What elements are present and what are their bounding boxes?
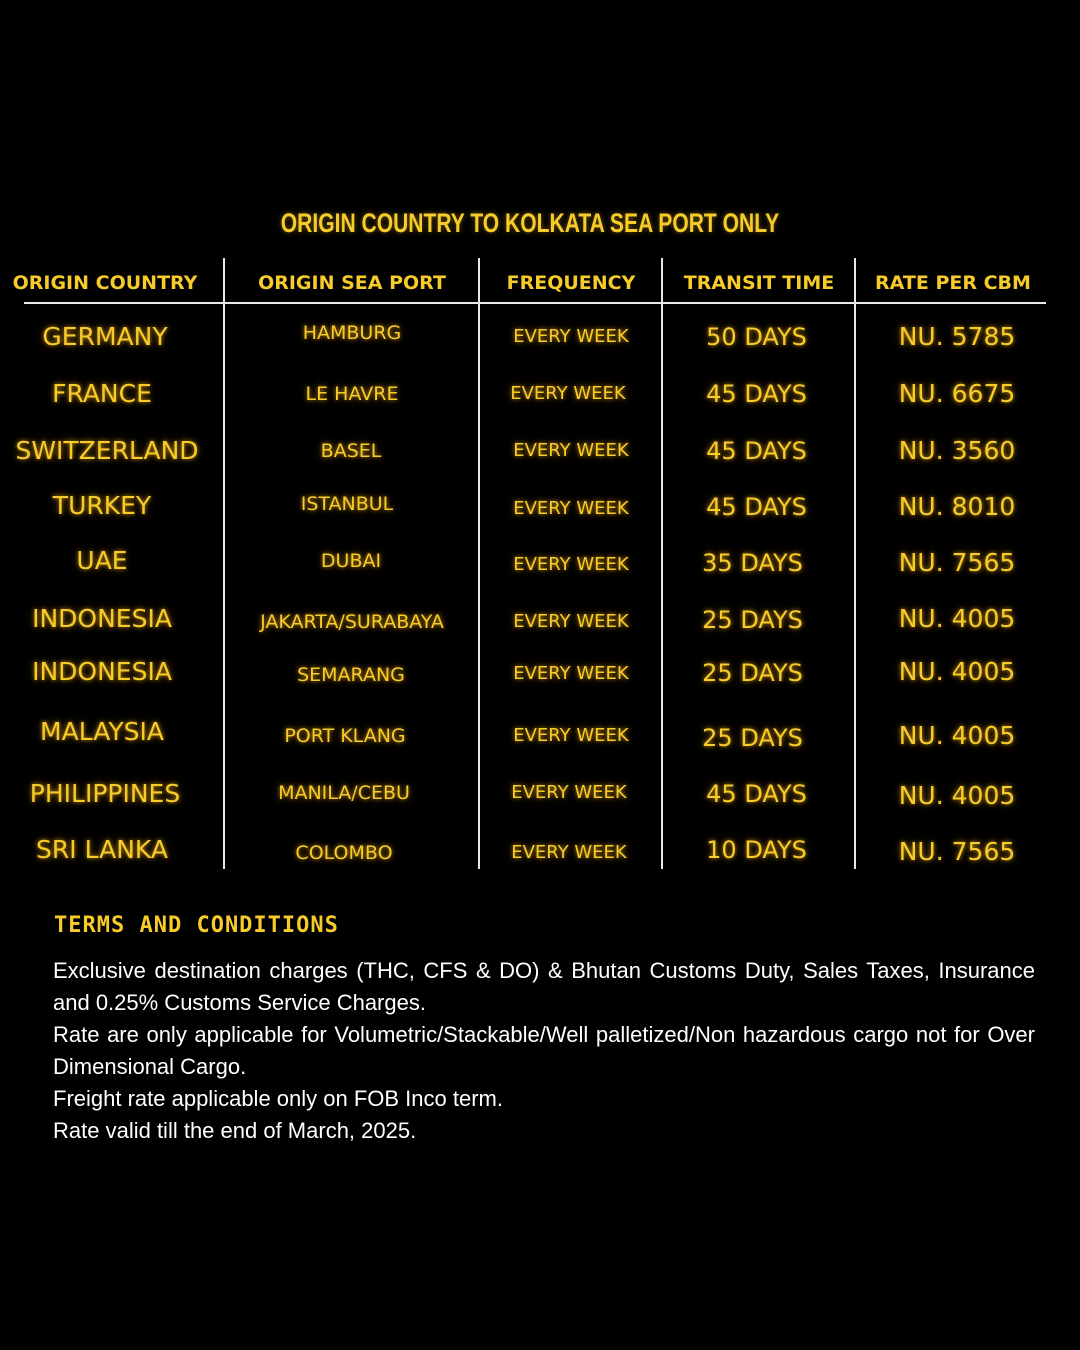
table-row — [0, 486, 1080, 526]
table-row — [0, 541, 1080, 581]
transit-time-cell: 25 DAYS — [702, 606, 803, 634]
frequency-cell: EVERY WEEK — [513, 440, 629, 461]
origin-country-cell: MALAYSIA — [40, 717, 164, 746]
origin-port-cell: DUBAI — [320, 550, 382, 572]
origin-country-cell: UAE — [76, 546, 128, 575]
transit-time-cell: 10 DAYS — [706, 836, 807, 864]
frequency-cell: EVERY WEEK — [513, 326, 629, 347]
page-title: ORIGIN COUNTRY TO KOLKATA SEA PORT ONLY — [280, 208, 780, 238]
frequency-cell: EVERY WEEK — [513, 725, 629, 746]
origin-port-cell: HAMBURG — [302, 322, 402, 344]
frequency-cell: EVERY WEEK — [511, 842, 627, 863]
frequency-cell: EVERY WEEK — [513, 554, 629, 575]
origin-country-cell: SWITZERLAND — [15, 436, 199, 465]
frequency-cell: EVERY WEEK — [513, 498, 629, 519]
frequency-cell: EVERY WEEK — [511, 782, 627, 803]
rate-cell: NU. 4005 — [898, 721, 1016, 750]
table-row — [0, 774, 1080, 814]
table-row — [0, 652, 1080, 692]
origin-port-cell: PORT KLANG — [284, 725, 406, 747]
transit-time-cell: 25 DAYS — [702, 659, 803, 687]
table-row — [0, 374, 1080, 414]
table-row — [0, 431, 1080, 471]
column-header-frequency: FREQUENCY — [506, 272, 636, 294]
origin-country-cell: INDONESIA — [32, 604, 172, 633]
rate-cell: NU. 5785 — [898, 322, 1016, 351]
frequency-cell: EVERY WEEK — [513, 663, 629, 684]
transit-time-cell: 45 DAYS — [706, 380, 807, 408]
origin-country-cell: FRANCE — [52, 379, 152, 408]
transit-time-cell: 45 DAYS — [706, 780, 807, 808]
transit-time-cell: 35 DAYS — [702, 549, 803, 577]
header-divider — [24, 302, 1046, 304]
frequency-cell: EVERY WEEK — [510, 383, 626, 404]
terms-line: Rate valid till the end of March, 2025. — [53, 1118, 417, 1143]
rate-cell: NU. 4005 — [898, 604, 1016, 633]
origin-country-cell: PHILIPPINES — [29, 779, 181, 808]
transit-time-cell: 50 DAYS — [706, 323, 807, 351]
rate-cell: NU. 6675 — [898, 379, 1016, 408]
rate-cell: NU. 4005 — [898, 657, 1016, 686]
rate-cell: NU. 7565 — [898, 837, 1016, 866]
column-header-origin-sea-port: ORIGIN SEA PORT — [258, 272, 446, 294]
transit-time-cell: 45 DAYS — [706, 493, 807, 521]
column-header-transit-time: TRANSIT TIME — [683, 272, 835, 294]
rate-cell: NU. 3560 — [898, 436, 1016, 465]
origin-port-cell: SEMARANG — [297, 664, 405, 686]
transit-time-cell: 45 DAYS — [706, 437, 807, 465]
table-header — [0, 268, 1080, 298]
origin-country-cell: TURKEY — [52, 491, 152, 520]
transit-time-cell: 25 DAYS — [702, 724, 803, 752]
origin-port-cell: JAKARTA/SURABAYA — [260, 611, 444, 633]
rate-cell: NU. 7565 — [898, 548, 1016, 577]
table-row — [0, 599, 1080, 639]
rate-cell: NU. 4005 — [898, 781, 1016, 810]
origin-port-cell: LE HAVRE — [305, 383, 399, 405]
terms-text — [53, 955, 1035, 1147]
rate-cell: NU. 8010 — [898, 492, 1016, 521]
table-row — [0, 317, 1080, 357]
column-header-rate-per-cbm: RATE PER CBM — [875, 272, 1031, 294]
column-header-origin-country: ORIGIN COUNTRY — [12, 272, 198, 294]
origin-port-cell: ISTANBUL — [300, 493, 394, 515]
table-row — [0, 712, 1080, 752]
origin-country-cell: SRI LANKA — [36, 835, 168, 864]
origin-port-cell: BASEL — [320, 440, 382, 462]
origin-country-cell: INDONESIA — [32, 657, 172, 686]
terms-line: Exclusive destination charges (THC, CFS & DO) & Bhutan Customs Duty, Sales Taxes, Insurance and 0.25% Customs Service Charges. — [53, 958, 1035, 1015]
terms-line: Freight rate applicable only on FOB Inco term. — [53, 1086, 503, 1111]
terms-title: TERMS AND CONDITIONS — [54, 913, 339, 938]
frequency-cell: EVERY WEEK — [513, 611, 629, 632]
origin-port-cell: MANILA/CEBU — [278, 782, 410, 804]
origin-port-cell: COLOMBO — [295, 842, 393, 864]
table-row — [0, 830, 1080, 870]
origin-country-cell: GERMANY — [42, 322, 168, 351]
terms-line: Rate are only applicable for Volumetric/Stackable/Well palletized/Non hazardous cargo not for Over Dimensional Cargo. — [53, 1022, 1035, 1079]
